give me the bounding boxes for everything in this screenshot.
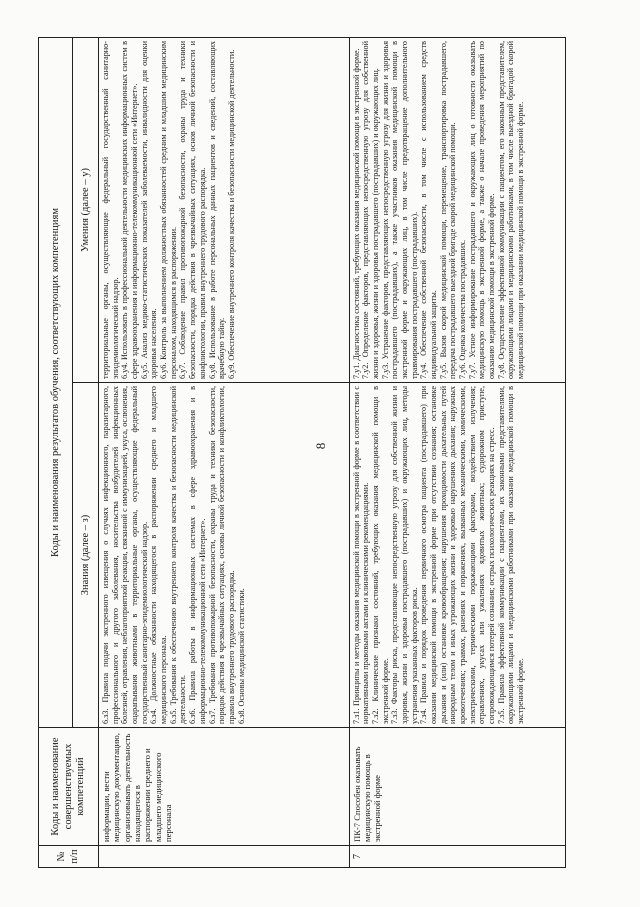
skill-item: 7.у6. Оценка количества пострадавших. bbox=[457, 239, 467, 379]
rotated-table-container bbox=[38, 38, 566, 868]
knowledge-item: 6.з4. Должностные обязанности находящегося в распоряжении среднего и младшего медицинского персонала. bbox=[149, 386, 169, 724]
skill-item: 7.у7. Устное информирование пострадавшего и окружающих лиц о готовности оказывать медицинскую помощь в экстренной форме, а также о начале проведения мероприятий по оказанию медицинской помощи в экстренной форме. bbox=[467, 40, 496, 379]
knowledge-item: 7.з2. Клинические признаки состояний, требующих оказания медицинской помощи в экстренной форме. bbox=[370, 386, 390, 724]
skill-item: 6.у4. Использовать в профессиональной деятельности медицинских информационных систем в сфере здравоохранения и информационно-телекоммуникационной сети «Интернет». bbox=[120, 40, 140, 379]
knowledge-item: 7.з1. Принципы и методы оказания медицинской помощи в экстренной форме в соответствии с нормативными правовыми актами и клиническими рекомендациями. bbox=[351, 386, 371, 724]
competencies-table bbox=[38, 37, 566, 868]
header-knowledge: Знания (далее – з) bbox=[73, 383, 99, 728]
header-results: Коды и наименования результатов обучения, соответствующих компетенциям bbox=[39, 37, 73, 727]
knowledge-cell bbox=[99, 383, 349, 728]
row-number bbox=[99, 846, 349, 868]
skill-item: 6.у6. Контроль за выполнением должностных обязанностей средним и младшим медицинским персоналом, находящимся в распоряжении. bbox=[159, 40, 178, 379]
competence-text: ПК-7 Способен оказывать медицинскую помощь в экстренной форме bbox=[351, 746, 383, 842]
knowledge-item: 7.з3. Факторы риска, представляющие непосредственную угрозу для собственной жизни и здоровья, жизни и здоровья пострадавшего (пострадавших) и окружающих лиц, методы устранения указанных факторов риска. bbox=[390, 386, 419, 724]
knowledge-cell bbox=[349, 383, 565, 728]
competence-cell bbox=[349, 728, 565, 846]
knowledge-item: 6.з6. Правила работы в информационных системах в сфере здравоохранения и в информационно-телекоммуникационной сети «Интернет». bbox=[188, 386, 207, 724]
skill-item: территориальные органы, осуществляющие федеральный государственный санитарно-эпидемиологический надзор. bbox=[101, 40, 120, 379]
skill-item: 6.у5. Анализ медико-статистических показателей заболеваемости, инвалидности для оценки здоровья населения. bbox=[139, 40, 159, 379]
knowledge-item: 6.з5. Требования к обеспечению внутреннего контроля качества и безопасности медицинской деятельности. bbox=[168, 386, 188, 724]
table-row bbox=[99, 37, 349, 867]
page-number: 8 bbox=[313, 442, 328, 450]
table-row bbox=[349, 37, 565, 867]
skill-item: 7.у8. Осуществление эффективной коммуникации с пациентом, его законным представителем, окружающими лицами и медицинскими работниками, в том числе выездной бригадой скорой медицинской помощи при оказании медицинской помощи в экстренной форме. bbox=[496, 40, 525, 379]
skill-item: 6.у8. Использование в работе персональных данных пациентов и сведений, составляющих врачебную тайну. bbox=[207, 40, 227, 379]
skill-item: 7.у2. Определение факторов, представляющих непосредственную угрозу для собственной жизни и здоровья, жизни и здоровья пострадавшего (пострадавших) и окружающих лиц. bbox=[361, 40, 380, 379]
skill-item: 7.у1. Диагностика состояний, требующих оказания медицинской помощи в экстренной форме. bbox=[351, 48, 361, 379]
skills-cell bbox=[99, 37, 349, 382]
skill-item: 6.у9. Обеспечение внутреннего контроля качества и безопасности медицинской деятельности. bbox=[226, 49, 236, 379]
header-skills: Умения (далее – у) bbox=[73, 37, 99, 382]
header-num: № п/п bbox=[39, 846, 99, 868]
competence-cell bbox=[99, 728, 349, 846]
knowledge-item: 7.з5. Правила эффективной коммуникации с пациентами, их законными представителями, окружающими лицами и медицинскими работниками при оказании медицинской помощи в экстренной форме. bbox=[496, 386, 525, 724]
skill-item: 6.у7. Соблюдение правил противопожарной безопасности, охраны труда и техники безопасности, порядка действия в чрезвычайных ситуациях, основ личной безопасности и конфликтологии, правил внутреннего трудового распорядка. bbox=[178, 40, 207, 379]
knowledge-item: 6.з8. Основы медицинской статистики. bbox=[236, 588, 246, 724]
competence-text: информации, вести медицинскую документацию, организовывать деятельность находящегося в распоряжении среднего и младшего медицинского персонала bbox=[101, 733, 173, 842]
skill-item: 7.у3. Устранение факторов, представляющих непосредственную угрозу для жизни и здоровья пострадавшего (пострадавших), а также участников оказания медицинской помощи в экстренной форме и окружающих лиц, в том числе предотвращение дополнительного травмирования пострадавшего (пострадавших). bbox=[380, 40, 419, 379]
skills-cell bbox=[349, 37, 565, 382]
header-competence: Коды и наименование совершенствуемых компетенций bbox=[39, 728, 99, 846]
row-number: 7 bbox=[349, 846, 565, 868]
skill-item: 7.у5. Вызов скорой медицинской помощи, перемещение, транспортировка пострадавшего, передача пострадавшего выездной бригаде скорой медицинской помощи. bbox=[438, 40, 458, 379]
knowledge-item: 7.з4. Правила и порядок проведения первичного осмотра пациента (пострадавшего) при оказании медицинской помощи в экстренной форме при отсутствии сознания; остановке дыхания и (или) остановке кровообращения; нарушения проходимости дыхательных путей инородным телом и иных угрожающих жизни и здоровью нарушениях дыхания; наружных кровотечениях; травмах, ранениях и поражениях, вызванных механическими, химическими, электрическими, термическими поражающими факторами, воздействием излучения; отравлениях, укусах или ужалениях ядовитых животных; судорожном приступе, сопровождающимся потерей сознания; острых психологических реакциях на стресс. bbox=[419, 386, 496, 724]
skill-item: 7.у4. Обеспечение собственной безопасности, в том числе с использованием средств индивидуальной защиты. bbox=[419, 40, 438, 379]
knowledge-item: 6.з7. Требования противопожарной безопасности, охраны труда и техники безопасности, порядок действия в чрезвычайных ситуациях, основы личной безопасности и конфликтологии, правила внутреннего трудового распорядка. bbox=[207, 386, 236, 724]
knowledge-item: 6.з3. Правила подачи экстренного извещения о случаях инфекционного, паразитарного, профессионального и другого заболевания, носительства возбудителей инфекционных болезней, отравления, неблагоприятной реакции, связанной с иммунизацией, укуса, ослюнения, оцарапывания животными в территориальные органы, осуществляющие федеральный государственный санитарно-эпидемиологический надзор. bbox=[101, 386, 149, 724]
